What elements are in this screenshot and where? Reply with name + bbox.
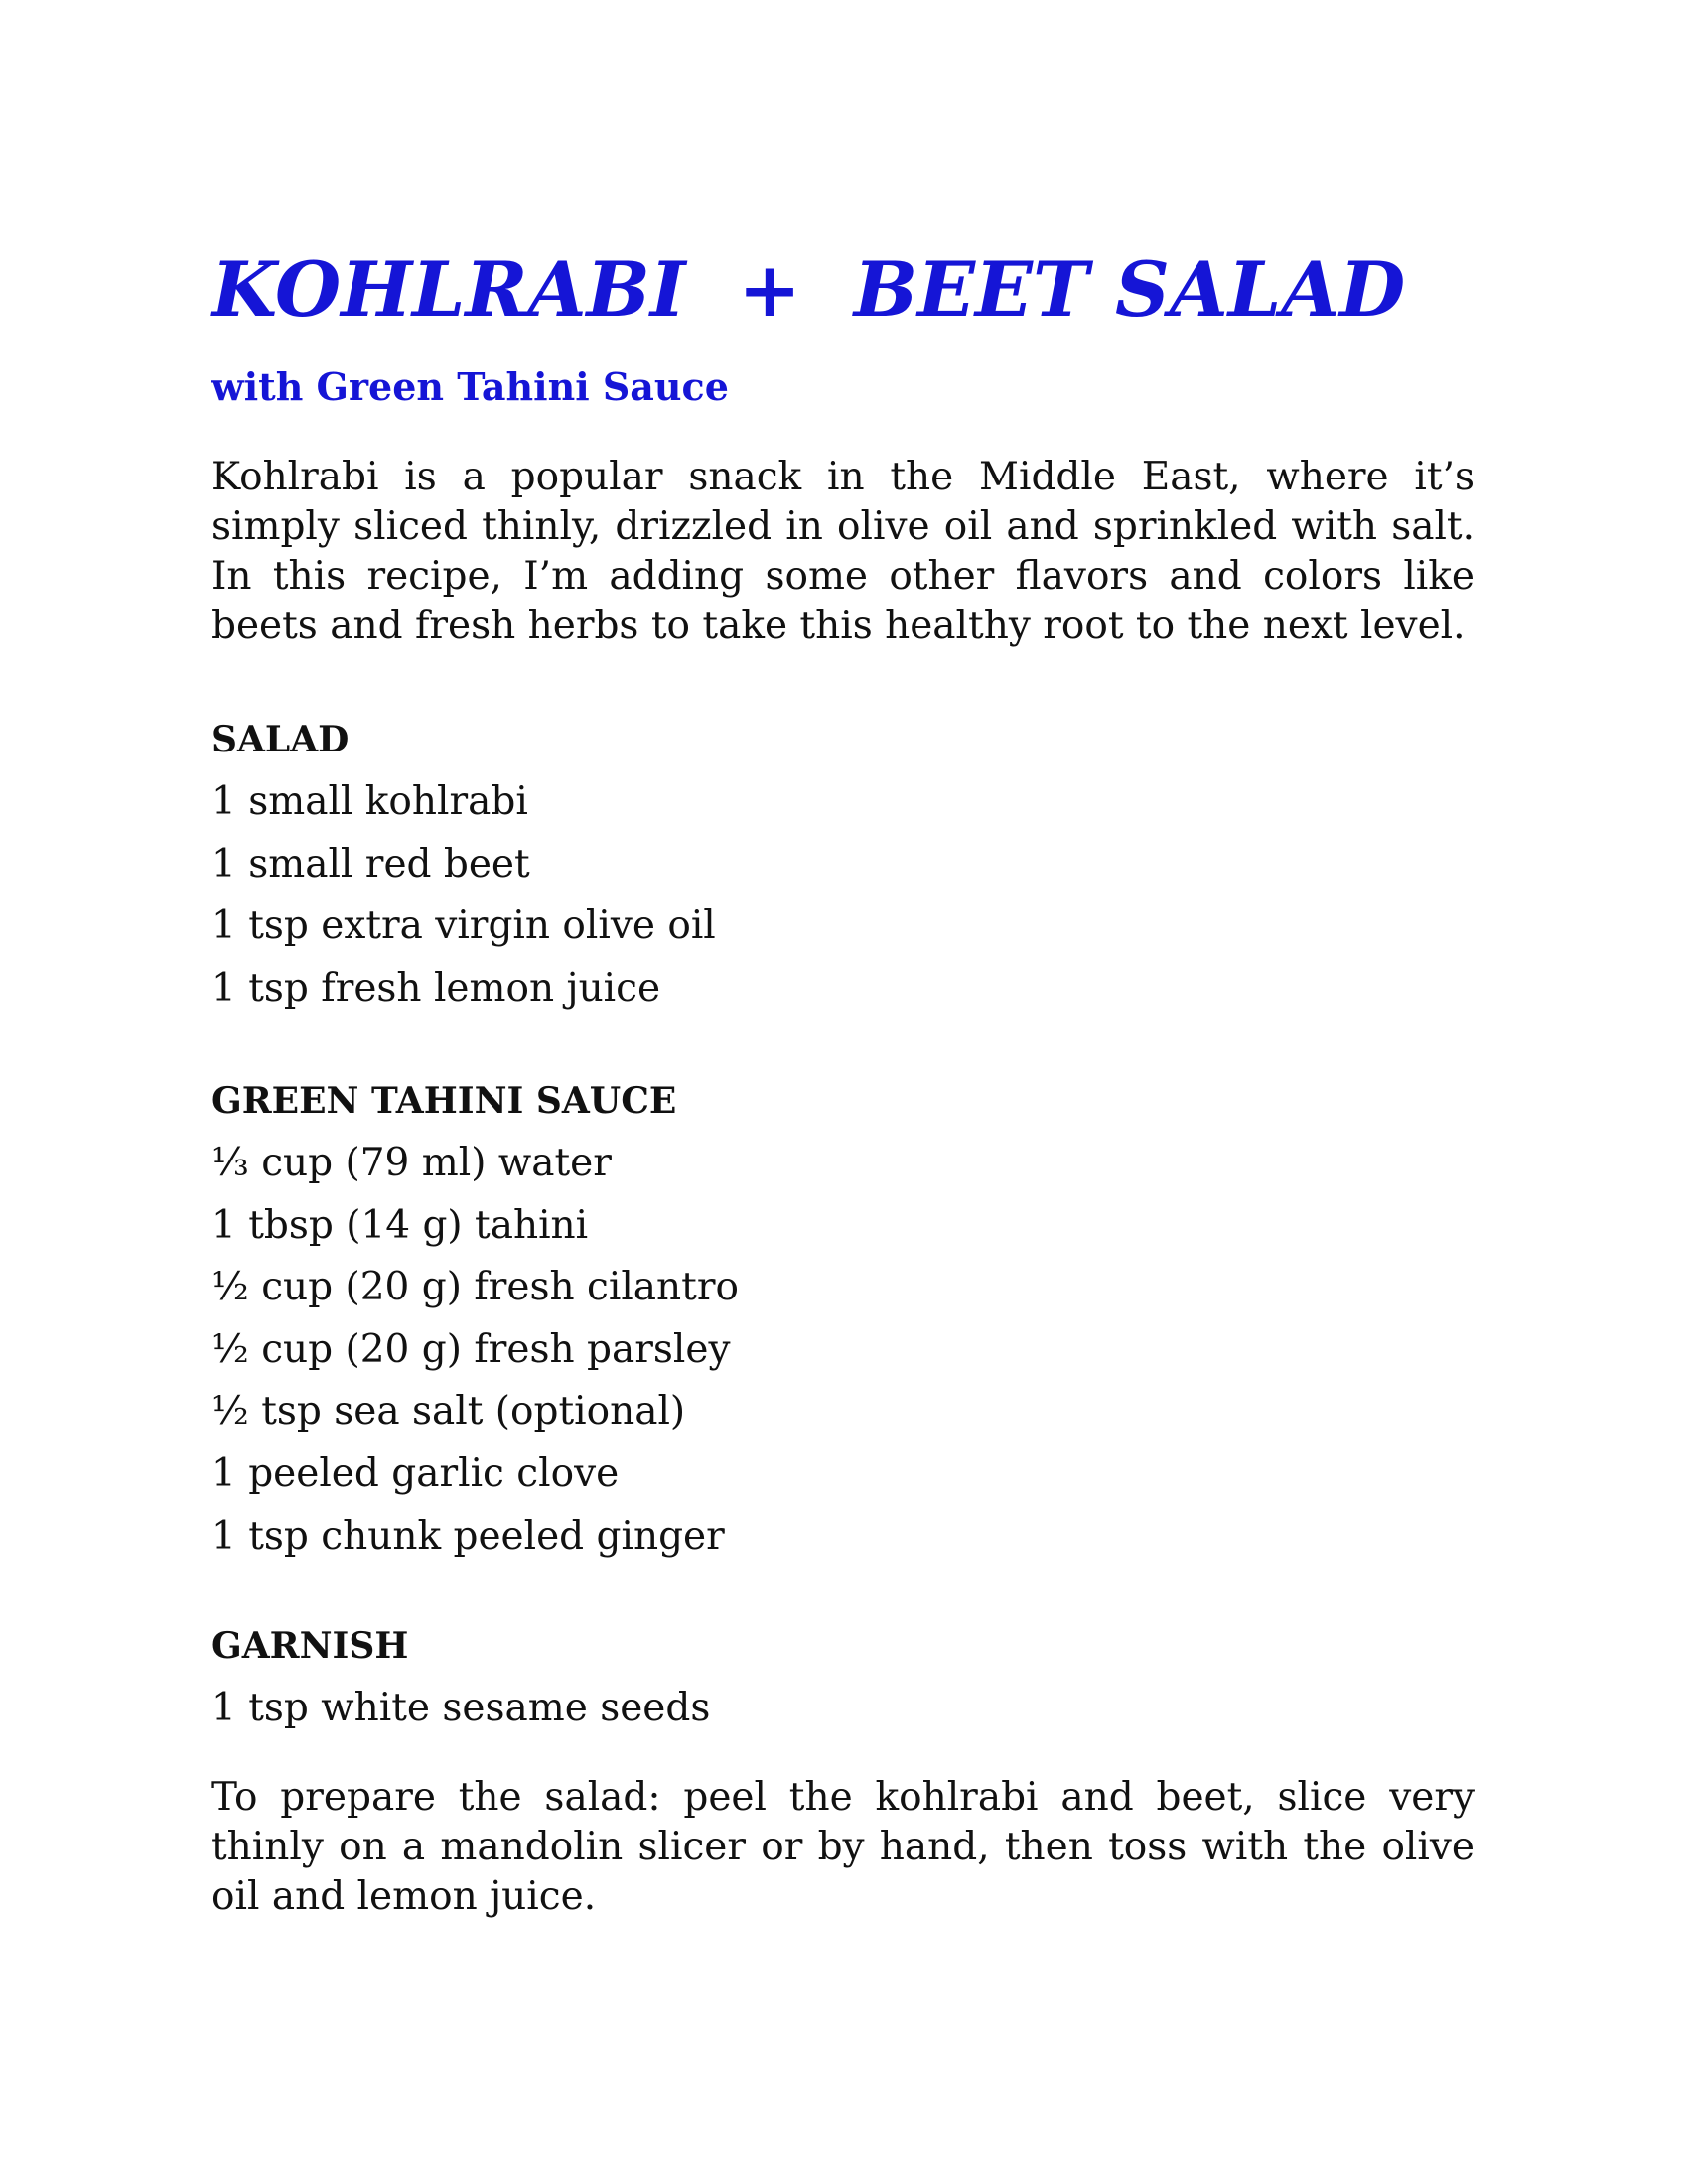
recipe-subtitle: with Green Tahini Sauce xyxy=(211,364,729,409)
ingredient-list-garnish xyxy=(211,1678,710,1740)
section-heading-green-tahini-sauce: GREEN TAHINI SAUCE xyxy=(211,1080,677,1122)
ingredient-item: 1 tsp white sesame seeds xyxy=(211,1686,711,1730)
section-heading-salad: SALAD xyxy=(211,719,350,760)
ingredient-item: 1 tsp fresh lemon juice xyxy=(211,965,661,1011)
ingredient-item: ½ cup (20 g) fresh cilantro xyxy=(211,1265,739,1310)
intro-paragraph: Kohlrabi is a popular snack in the Middle East, where it’s simply sliced thinly, drizzled in olive oil and sprinkled with salt. In this recipe, I’m adding some other flavors and colors like beets and fresh herbs to take this healthy root to the next level. xyxy=(211,455,1475,648)
ingredient-item: ½ cup (20 g) fresh parsley xyxy=(211,1326,731,1372)
ingredient-item: 1 small red beet xyxy=(211,841,530,887)
ingredient-item: 1 small kohlrabi xyxy=(211,779,528,824)
ingredient-item: 1 tsp extra virgin olive oil xyxy=(211,903,716,949)
section-heading-garnish: GARNISH xyxy=(211,1625,409,1667)
ingredient-item: 1 tbsp (14 g) tahini xyxy=(211,1202,589,1248)
ingredient-list-sauce xyxy=(211,1133,739,1568)
recipe-title: KOHLRABI + BEET SALAD xyxy=(211,245,1406,334)
ingredient-item: 1 tsp chunk peeled ginger xyxy=(211,1513,725,1559)
ingredient-item: ⅓ cup (79 ml) water xyxy=(211,1141,612,1185)
ingredient-item: 1 peeled garlic clove xyxy=(211,1450,620,1496)
ingredient-list-salad xyxy=(211,771,716,1020)
ingredient-item: ½ tsp sea salt (optional) xyxy=(211,1389,686,1434)
preparation-paragraph: To prepare the salad: peel the kohlrabi and beet, slice very thinly on a mandolin slicer or by hand, then toss with the olive oil and lemon juice. xyxy=(211,1775,1475,1919)
